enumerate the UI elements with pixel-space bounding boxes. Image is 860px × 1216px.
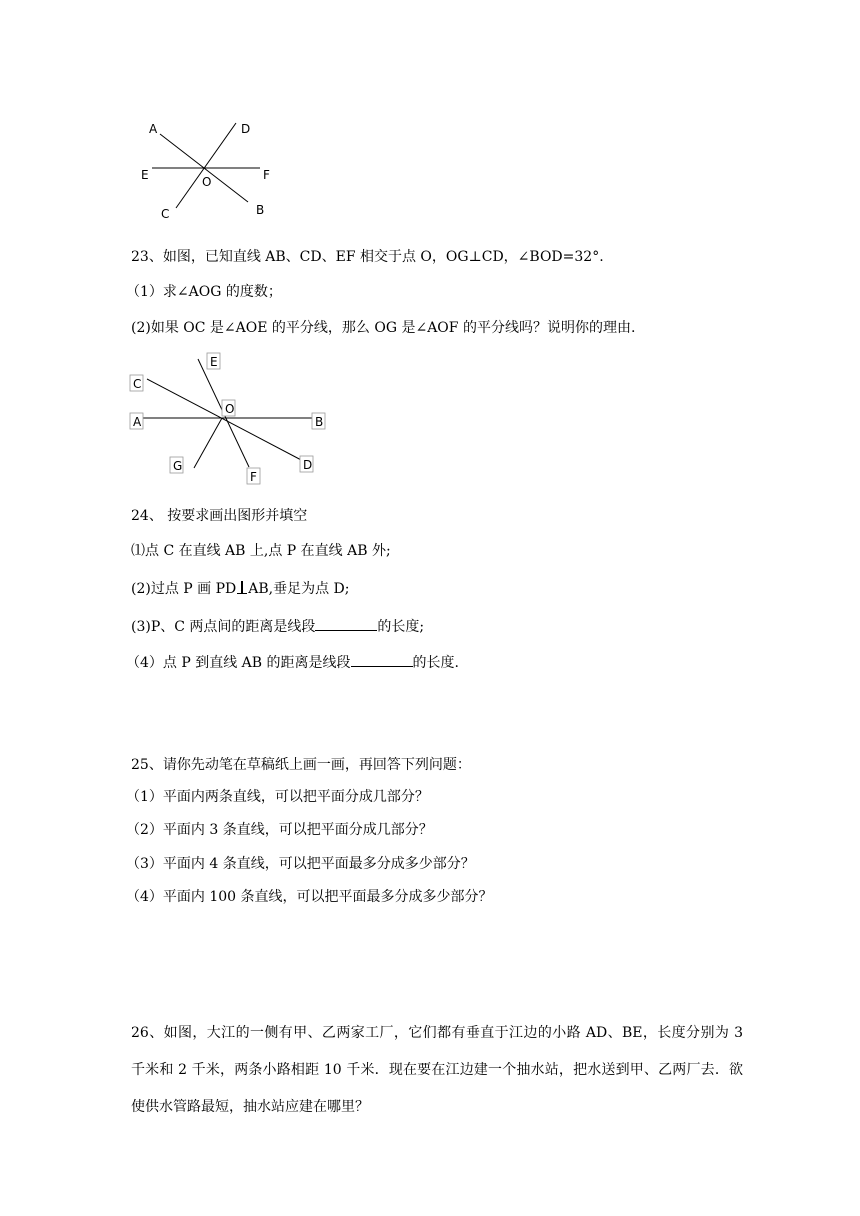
- label-a: A: [133, 415, 142, 429]
- label-c: C: [133, 377, 142, 391]
- label-e: E: [210, 355, 218, 369]
- label-b: B: [315, 415, 324, 429]
- q24-stem: 24、 按要求画出图形并填空: [131, 508, 308, 524]
- q24-part4-blank[interactable]: [351, 652, 413, 667]
- q25-stem: 25、请你先动笔在草稿纸上画一画，再回答下列问题：: [131, 757, 471, 773]
- q23-part2: (2)如果 OC 是∠AOE 的平分线，那么 OG 是∠AOF 的平分线吗？说明你的理由.: [131, 320, 636, 336]
- q24-part3-before: (3)P、C 两点间的距离是线段: [131, 619, 316, 635]
- q24-part2: [131, 579, 350, 599]
- q24-part4-after: 的长度.: [412, 655, 459, 671]
- q24-part4-before: （4）点 P 到直线 AB 的距离是线段: [126, 655, 351, 671]
- q24-part3-blank[interactable]: [315, 616, 377, 631]
- q25-part2: （2）平面内 3 条直线，可以把平面分成几部分？: [126, 822, 433, 838]
- label-e-box: [207, 353, 220, 369]
- perpendicular-icon: [237, 581, 247, 595]
- label-d: D: [241, 122, 251, 136]
- label-b: B: [256, 203, 265, 217]
- label-c-box: [130, 375, 143, 391]
- q24-part2-after: AB,垂足为点 D;: [248, 581, 350, 597]
- label-o-box: [222, 400, 235, 416]
- label-e: E: [141, 168, 149, 182]
- q24-part2-before: (2)过点 P 画 PD: [131, 581, 237, 597]
- q25-part3: （3）平面内 4 条直线，可以把平面最多分成多少部分？: [126, 856, 475, 872]
- label-b-box: [312, 413, 325, 429]
- figure-2-angle-bisector: [125, 345, 335, 490]
- line-og: [194, 418, 222, 468]
- label-f-box: [247, 468, 260, 484]
- label-a: A: [149, 122, 158, 136]
- label-a-box: [130, 413, 143, 429]
- q25-part1: （1）平面内两条直线，可以把平面分成几部分？: [126, 789, 429, 805]
- q23-stem: 23、如图，已知直线 AB、CD、EF 相交于点 O，OG⊥CD，∠BOD=32°.: [131, 249, 604, 265]
- label-f: F: [250, 470, 257, 484]
- q25-part4: （4）平面内 100 条直线，可以把平面最多分成多少部分？: [126, 889, 493, 905]
- label-c: C: [161, 207, 170, 221]
- q24-part3-after: 的长度;: [377, 619, 425, 635]
- label-d: D: [303, 458, 313, 472]
- figure-1-intersecting-lines: [130, 110, 290, 230]
- q24-part1: ⑴点 C 在直线 AB 上,点 P 在直线 AB 外;: [131, 543, 391, 559]
- q24-part4: [126, 652, 459, 673]
- q26-text: 26、如图，大江的一侧有甲、乙两家工厂，它们都有垂直于江边的小路 AD、BE，长度分别为 3 千米和 2 千米，两条小路相距 10 千米．现在要在江边建一个抽水站，把水送到甲、乙两厂去．欲使供水管路最短，抽水站应建在哪里？: [131, 1025, 743, 1115]
- label-g: G: [173, 459, 183, 473]
- q23-part1: （1）求∠AOG 的度数；: [126, 284, 282, 300]
- label-f: F: [263, 168, 270, 182]
- label-d-box: [300, 456, 313, 472]
- q24-part3: [131, 616, 424, 637]
- line-c-d: [147, 379, 305, 462]
- line-cd: [176, 123, 236, 208]
- label-o: O: [225, 402, 235, 416]
- label-g-box: [170, 457, 183, 473]
- label-o: O: [202, 175, 212, 189]
